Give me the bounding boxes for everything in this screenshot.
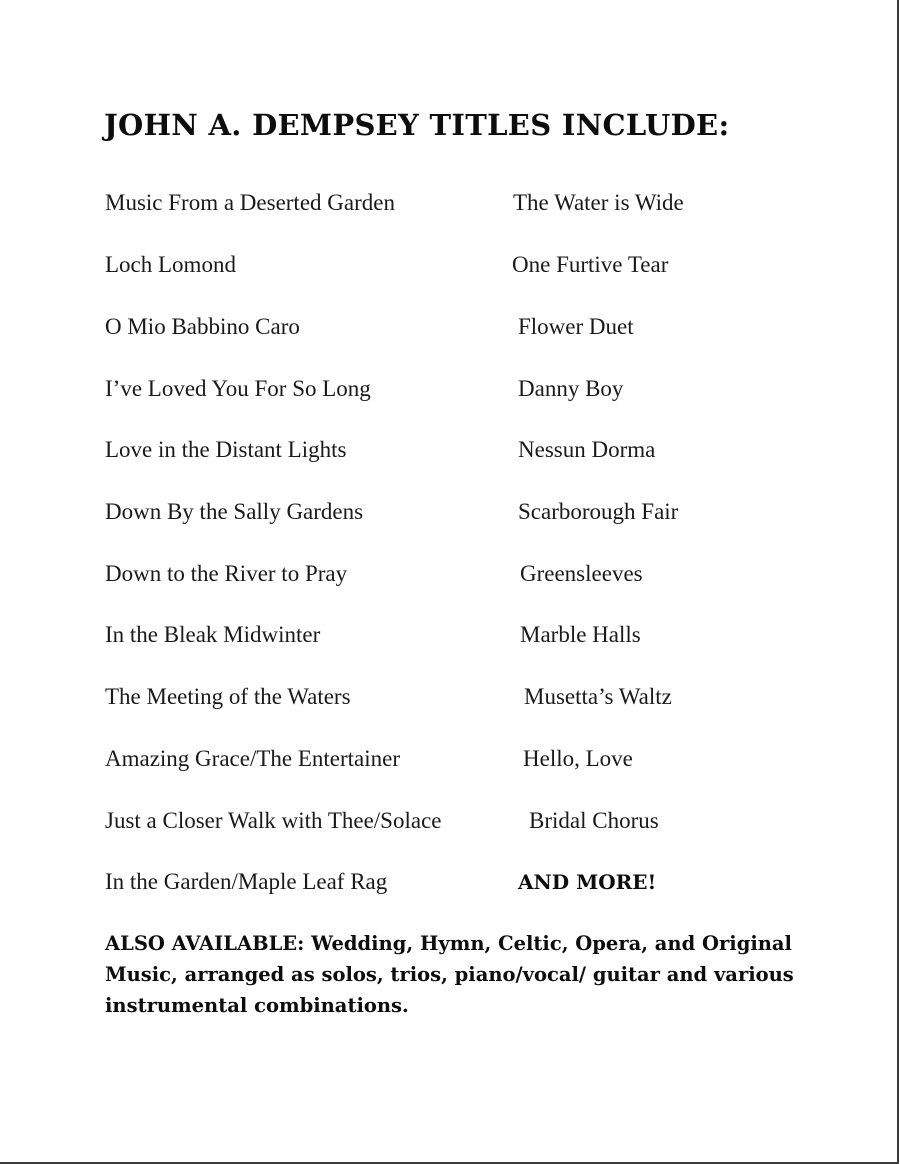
title-row	[0, 250, 897, 280]
title-left: Music From a Deserted Garden	[105, 190, 395, 215]
title-row	[0, 435, 897, 465]
title-left: Love in the Distant Lights	[105, 437, 347, 462]
title-row	[0, 806, 897, 836]
title-row	[0, 682, 897, 712]
title-right: Bridal Chorus	[529, 808, 659, 833]
title-right: The Water is Wide	[513, 190, 684, 215]
title-right: Greensleeves	[520, 561, 643, 586]
title-left: O Mio Babbino Caro	[105, 314, 300, 339]
title-row	[0, 559, 897, 589]
title-left: In the Garden/Maple Leaf Rag	[105, 869, 388, 894]
title-left: Loch Lomond	[105, 252, 236, 277]
title-row	[0, 744, 897, 774]
title-row	[0, 497, 897, 527]
title-right: Nessun Dorma	[518, 437, 656, 462]
title-right: Marble Halls	[520, 622, 641, 647]
title-row	[0, 867, 897, 897]
title-row	[0, 620, 897, 650]
title-right: Flower Duet	[518, 314, 634, 339]
title-left: In the Bleak Midwinter	[105, 622, 321, 647]
and-more-label: AND MORE!	[518, 870, 657, 894]
title-left: The Meeting of the Waters	[105, 684, 351, 709]
title-right: Scarborough Fair	[518, 499, 679, 524]
title-left: Amazing Grace/The Entertainer	[105, 746, 401, 771]
title-left: Down By the Sally Gardens	[105, 499, 364, 524]
title-right: One Furtive Tear	[512, 252, 669, 277]
title-row	[0, 374, 897, 404]
title-right: Musetta’s Waltz	[524, 684, 672, 709]
title-left: Just a Closer Walk with Thee/Solace	[105, 808, 442, 833]
title-row	[0, 312, 897, 342]
title-left: Down to the River to Pray	[105, 561, 348, 586]
title-row	[0, 188, 897, 218]
title-right: Danny Boy	[518, 376, 624, 401]
also-available-note: ALSO AVAILABLE: Wedding, Hymn, Celtic, Opera, and Original Music, arranged as solos, trios, piano/vocal/ guitar and various instrumental combinations.	[105, 932, 794, 1017]
page-title: JOHN A. DEMPSEY TITLES INCLUDE:	[104, 108, 730, 142]
title-right: Hello, Love	[523, 746, 633, 771]
title-left: I’ve Loved You For So Long	[105, 376, 371, 401]
